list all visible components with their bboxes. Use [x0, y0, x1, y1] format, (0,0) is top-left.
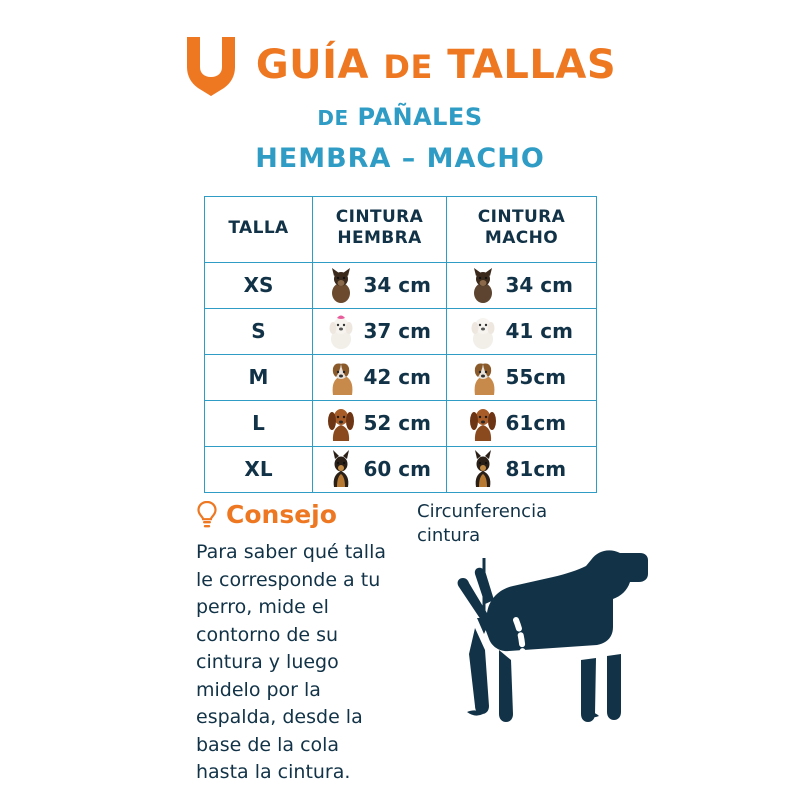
- subtitle: [0, 103, 800, 131]
- cell-talla: L: [205, 400, 313, 446]
- header-talla: [205, 197, 313, 263]
- header-hembra-line1: CINTURA: [335, 207, 424, 227]
- table-row: [205, 262, 597, 308]
- value-hembra: 34 cm: [363, 273, 431, 297]
- dog-thumb-chihuahua-icon: [324, 266, 358, 304]
- cell-macho: [447, 354, 597, 400]
- tip-body: Para saber qué talla le corresponde a tu perro, mide el contorno de su cintura y luego midelo por la espalda, desde la base de la cola hasta la cintura.: [196, 541, 387, 784]
- header-cintura-hembra: [313, 197, 447, 263]
- dog-thumb-yorkshire-icon: [466, 266, 500, 304]
- cell-hembra: [313, 446, 447, 492]
- value-macho: 61cm: [505, 411, 567, 435]
- subtitle-de: DE: [317, 106, 349, 130]
- cell-hembra: [313, 400, 447, 446]
- dog-thumb-shepherd-icon: [324, 450, 358, 488]
- dog-thumb-cocker-icon: [466, 404, 500, 442]
- table-header-row: [205, 197, 597, 263]
- subtitle-panales: PAÑALES: [357, 103, 483, 131]
- cell-talla: XL: [205, 446, 313, 492]
- dog-measure-diagram: [395, 500, 695, 780]
- dog-thumb-cocker-icon: [324, 404, 358, 442]
- table-row: [205, 354, 597, 400]
- cell-hembra: [313, 308, 447, 354]
- cell-macho: [447, 308, 597, 354]
- dog-thumb-beagle-icon: [324, 358, 358, 396]
- diagram-label-line1: Circunferencia: [417, 501, 548, 522]
- value-hembra: 60 cm: [363, 457, 431, 481]
- cell-macho: [447, 400, 597, 446]
- table-row: [205, 446, 597, 492]
- title-tallas: TALLAS: [447, 42, 617, 88]
- dog-thumb-beagle-icon: [466, 358, 500, 396]
- cell-hembra: [313, 262, 447, 308]
- value-macho: 34 cm: [505, 273, 573, 297]
- header-macho-line1: CINTURA: [477, 207, 566, 227]
- dog-silhouette-icon: [458, 550, 648, 722]
- subtitle-gender: HEMBRA – MACHO: [255, 143, 545, 174]
- header-macho-line2: MACHO: [484, 228, 559, 249]
- value-macho: 81cm: [505, 457, 567, 481]
- size-table: [204, 196, 597, 493]
- header-cintura-macho: [447, 197, 597, 263]
- tip-title: Consejo: [226, 500, 337, 529]
- dog-thumb-shepherd-icon: [466, 450, 500, 488]
- table-row: [205, 308, 597, 354]
- value-hembra: 37 cm: [363, 319, 431, 343]
- cell-hembra: [313, 354, 447, 400]
- u-shape-logo-icon: [184, 34, 238, 96]
- title-de: DE: [383, 48, 433, 86]
- value-hembra: 42 cm: [363, 365, 431, 389]
- page-title: [255, 42, 617, 88]
- table-row: [205, 400, 597, 446]
- dog-thumb-maltese-pink-icon: [324, 312, 358, 350]
- title-row: [0, 34, 800, 96]
- header-hembra-line2: HEMBRA: [337, 228, 422, 249]
- size-table-container: [204, 196, 596, 493]
- tip-header: [196, 500, 426, 529]
- lightbulb-icon: [196, 501, 218, 529]
- value-hembra: 52 cm: [363, 411, 431, 435]
- diagram-label-line2: cintura: [417, 525, 481, 547]
- header: [0, 0, 800, 174]
- cell-talla: M: [205, 354, 313, 400]
- value-macho: 55cm: [505, 365, 567, 389]
- cell-talla: XS: [205, 262, 313, 308]
- cell-talla: S: [205, 308, 313, 354]
- header-talla-label: TALLA: [228, 217, 289, 238]
- value-macho: 41 cm: [505, 319, 573, 343]
- cell-macho: [447, 262, 597, 308]
- dog-thumb-maltese-icon: [466, 312, 500, 350]
- tip-section: [196, 500, 426, 787]
- cell-macho: [447, 446, 597, 492]
- title-guia: GUÍA: [255, 42, 369, 88]
